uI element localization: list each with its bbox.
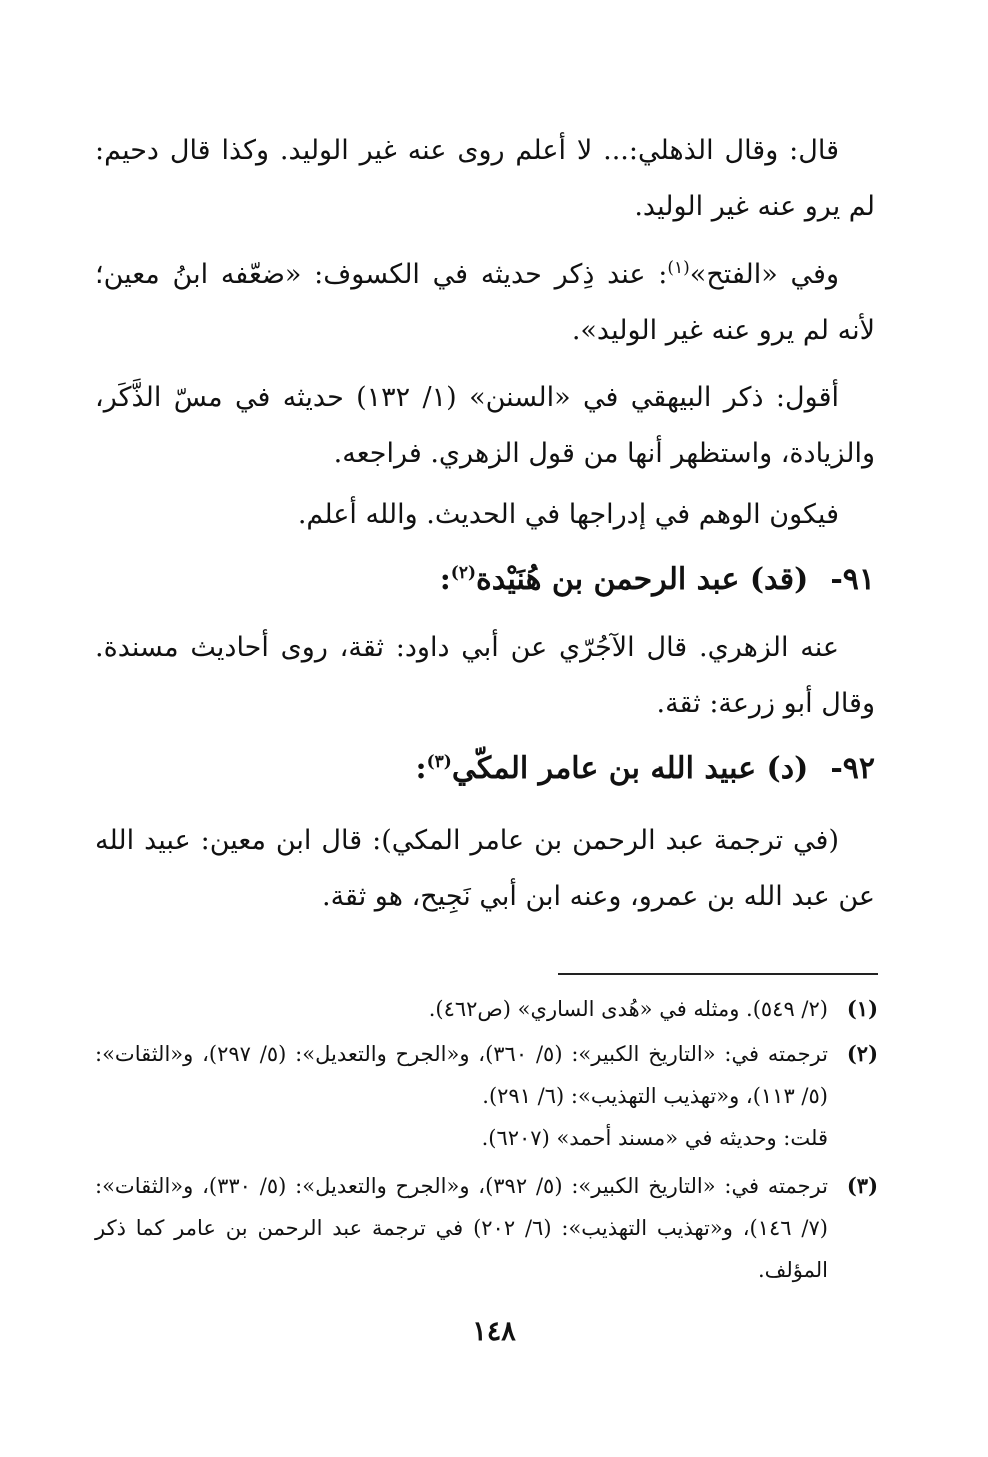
footnote-mark: (١) xyxy=(846,996,878,1021)
paragraph-text: (في ترجمة عبد الرحمن بن عامر المكي): قال ابن معين: عبيد الله عن عبد الله بن عمرو، وعنه ابن أبي نَجِيح، هو ثقة. xyxy=(95,825,875,912)
paragraph-text: : عند ذِكر حديثه في الكسوف: «ضعّفه ابنُ معين؛ لأنه لم يرو عنه غير الوليد». xyxy=(95,259,875,346)
paragraph-fath xyxy=(95,247,875,359)
entry-colon: : xyxy=(415,751,427,786)
entry-title: (د) عبيد الله بن عامر المكّي xyxy=(451,751,809,786)
footnote-ref-1[interactable]: (١) xyxy=(667,258,690,278)
footnote-text: (٢/ ٥٤٩). ومثله في «هُدى الساري» (ص٤٦٢). xyxy=(428,997,828,1021)
footnote-text: ترجمته في: «التاريخ الكبير»: (٥/ ٣٦٠)، و«الجرح والتعديل»: (٥/ ٢٩٧)، و«الثقات»: (٥/ ١١٣)، و«تهذيب التهذيب»: (٦/ ٢٩١). xyxy=(95,1042,828,1108)
paragraph-makki xyxy=(95,813,875,925)
footnote-text: ترجمته في: «التاريخ الكبير»: (٥/ ٣٩٢)، و«الجرح والتعديل»: (٥/ ٣٣٠)، و«الثقات»: (٧/ ١٤٦)، و«تهذيب التهذيب»: (٦/ ٢٠٢) في ترجمة عبد الرحمن بن عامر كما ذكر المؤلف. xyxy=(95,1174,828,1282)
footnote-note: قلت: وحديثه في «مسند أحمد» (٦٢٠٧). xyxy=(481,1126,828,1150)
footnote-mark: (٢) xyxy=(846,1041,878,1066)
paragraph-text: أقول: ذكر البيهقي في «السنن» (١/ ١٣٢) حديثه في مسّ الذَّكَر، والزيادة، واستظهر أنها من قول الزهري. فراجعه. xyxy=(95,382,875,469)
paragraph-bayhaqi xyxy=(95,370,875,482)
paragraph-dhuhli xyxy=(95,123,875,235)
footnote-2 xyxy=(95,1033,878,1159)
footnote-mark: (٣) xyxy=(846,1173,878,1198)
entry-number: ٩١- xyxy=(830,562,875,597)
footnote-ref-2[interactable]: (٢) xyxy=(450,563,477,583)
page-number: ١٤٨ xyxy=(472,1316,516,1347)
footnote-ref-3[interactable]: (٣) xyxy=(426,752,452,772)
paragraph-hunayda xyxy=(95,620,875,732)
paragraph-text: قال: وقال الذهلي:... لا أعلم روى عنه غير الوليد. وكذا قال دحيم: لم يرو عنه غير الوليد. xyxy=(95,135,875,222)
entry-colon: : xyxy=(439,562,451,597)
entry-title: (قد) عبد الرحمن بن هُنَيْدة xyxy=(476,562,809,597)
entry-heading-92 xyxy=(95,744,875,794)
paragraph-text: عنه الزهري. قال الآجُرّي عن أبي داود: ثقة، روى أحاديث مسندة. وقال أبو زرعة: ثقة. xyxy=(95,632,875,719)
entry-number: ٩٢- xyxy=(830,751,875,786)
footnote-separator xyxy=(558,973,878,975)
paragraph-text: وفي «الفتح» xyxy=(689,259,839,290)
paragraph-text: فيكون الوهم في إدراجها في الحديث. والله أعلم. xyxy=(297,499,839,530)
entry-heading-91 xyxy=(95,555,875,605)
paragraph-wahm xyxy=(95,487,875,543)
footnote-1 xyxy=(95,988,878,1030)
footnote-3 xyxy=(95,1165,878,1291)
